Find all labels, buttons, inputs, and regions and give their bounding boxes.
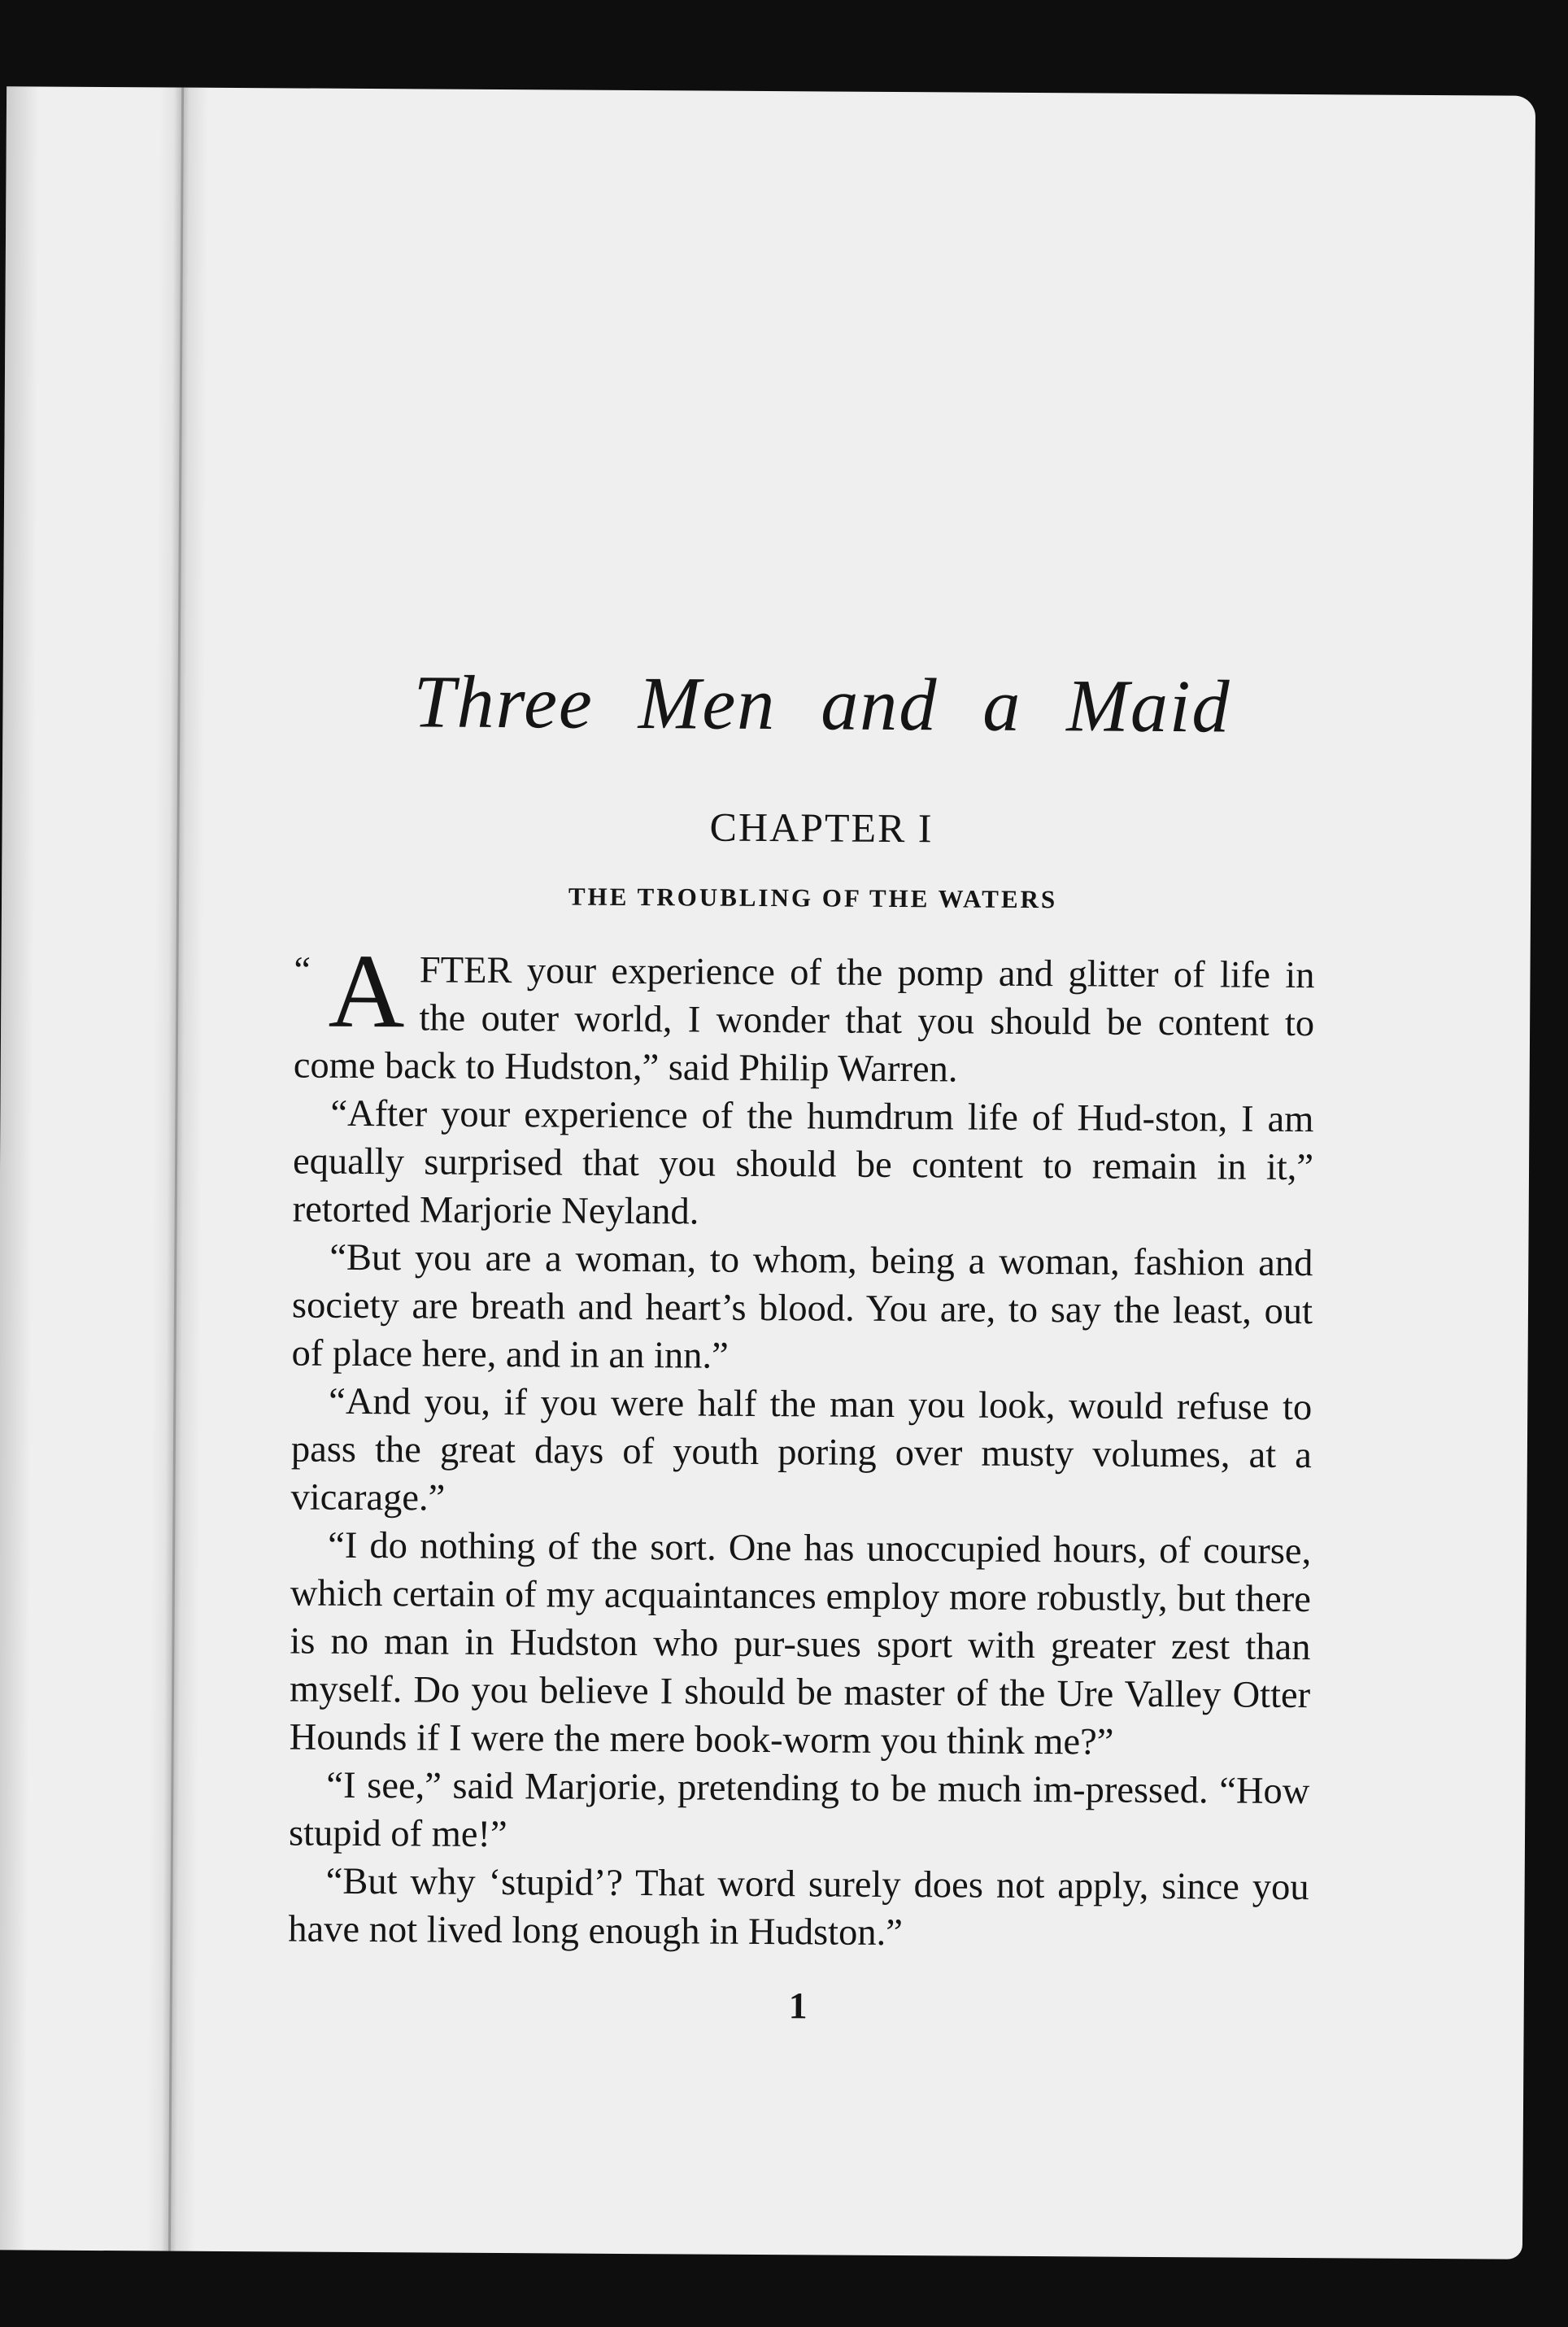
page-text <box>288 560 1318 2030</box>
paragraph-5: “I do nothing of the sort. One has unoccupied hours, of course, which certain of my acquaintances employ more robustly, but there is no man in Hudston who pur-sues sport with greater zest than myself. Do you believe I should be master of the Ure Valley Otter Hounds if I were the mere book-worm you think me?” <box>289 1524 1312 1763</box>
chapter-heading: CHAPTER I <box>709 804 934 852</box>
page-number: 1 <box>788 1985 808 2027</box>
drop-cap-letter: A <box>328 932 406 1051</box>
paragraph-3: “But you are a woman, to whom, being a woman, fashion and society are breath and heart’s blood. You are, to say the least, out of place here, and in an inn.” <box>291 1236 1313 1377</box>
paragraph-2: “After your experience of the humdrum life of Hud-ston, I am equally surprised that you should be content to remain in it,” retorted Marjorie Neyland. <box>292 1092 1314 1233</box>
paragraph-6: “I see,” said Marjorie, pretending to be much im-pressed. “How stupid of me!” <box>288 1764 1310 1856</box>
opening-quote-mark: “ <box>294 948 311 991</box>
chapter-subtitle: THE TROUBLING OF THE WATERS <box>568 882 1058 914</box>
page-edge-shadow <box>0 86 39 2250</box>
paragraph-7: “But why ‘stupid’? That word surely does not apply, since you have not lived long enough in Hudston.” <box>288 1860 1309 1954</box>
opening-paragraph <box>293 932 1315 1096</box>
paragraph-4: “And you, if you were half the man you look, would refuse to pass the great days of youth poring over musty volumes, at a vicarage.” <box>290 1380 1313 1519</box>
book-page <box>0 86 1535 2259</box>
book-title: Three Men and a Maid <box>413 660 1231 748</box>
opening-paragraph-text: FTER your experience of the pomp and glitter of life in the outer world, I wonder that you should be content to come back to Hudston,” said Philip Warren. <box>293 949 1315 1091</box>
